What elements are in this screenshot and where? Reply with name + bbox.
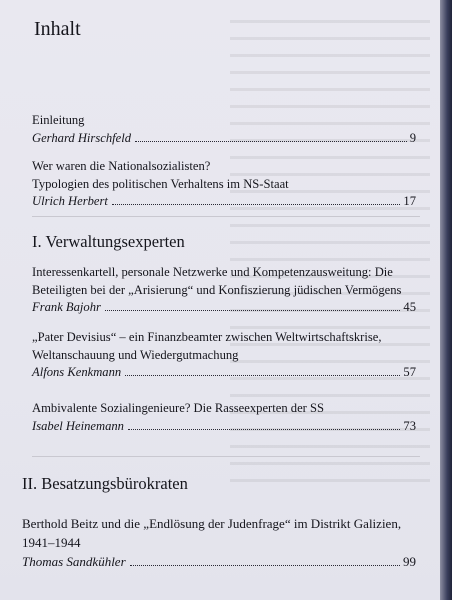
divider — [32, 216, 420, 217]
entry-title: 1941–1944 — [22, 535, 81, 550]
entry-title: Ambivalente Sozialingenieure? Die Rasseexperten der SS — [32, 401, 325, 415]
entry-title: Interessenkartell, personale Netzwerke und Kompetenzausweitung: Die — [32, 265, 393, 279]
entry-title: Berthold Beitz und die „Endlösung der Judenfrage“ im Distrikt Galizien, — [22, 516, 402, 531]
entry-author-row — [32, 299, 416, 317]
entry-author-row — [32, 418, 416, 436]
leader-dots — [112, 204, 401, 205]
entry-title: „Pater Devisius“ – ein Finanzbeamter zwischen Weltwirtschaftskrise, — [32, 330, 382, 344]
toc-entry — [32, 329, 416, 382]
page-edge-background — [440, 0, 452, 600]
entry-page-number: 45 — [403, 300, 416, 314]
entry-author-row — [32, 364, 416, 382]
toc-entry — [32, 400, 416, 435]
page-title: Inhalt — [34, 18, 81, 40]
entry-author: Ulrich Herbert — [32, 194, 108, 208]
entry-author: Alfons Kenkmann — [32, 365, 122, 379]
entry-title: Einleitung — [32, 113, 85, 127]
entry-title: Beteiligten bei der „Arisierung“ und Konfiszierung jüdischen Vermögens — [32, 282, 402, 297]
entry-page-number: 17 — [403, 194, 416, 208]
entry-author-row — [32, 193, 416, 211]
leader-dots — [105, 310, 400, 311]
section-heading: I. Verwaltungsexperten — [32, 232, 185, 251]
entry-author: Frank Bajohr — [32, 300, 101, 314]
toc-entry — [22, 514, 416, 571]
entry-title: Typologien des politischen Verhaltens im NS-Staat — [32, 176, 289, 191]
toc-entry — [32, 112, 416, 147]
entry-page-number: 57 — [403, 365, 416, 379]
divider — [32, 456, 420, 457]
toc-entry — [32, 264, 416, 317]
leader-dots — [135, 141, 407, 142]
entry-author-row — [32, 130, 416, 148]
entry-page-number: 99 — [403, 554, 416, 569]
entry-page-number: 9 — [409, 130, 416, 145]
toc-entry — [32, 158, 416, 211]
entry-author-row — [22, 552, 416, 571]
section-heading: II. Besatzungsbürokraten — [22, 474, 188, 493]
entry-page-number: 73 — [403, 418, 416, 433]
entry-title: Wer waren die Nationalsozialisten? — [32, 159, 211, 173]
leader-dots — [128, 429, 400, 430]
entry-author: Gerhard Hirschfeld — [32, 130, 131, 145]
leader-dots — [125, 375, 400, 376]
entry-author: Isabel Heinemann — [32, 418, 124, 433]
leader-dots — [130, 565, 400, 566]
entry-author: Thomas Sandkühler — [22, 554, 126, 569]
entry-title: Weltanschauung und Wiedergutmachung — [32, 347, 239, 362]
